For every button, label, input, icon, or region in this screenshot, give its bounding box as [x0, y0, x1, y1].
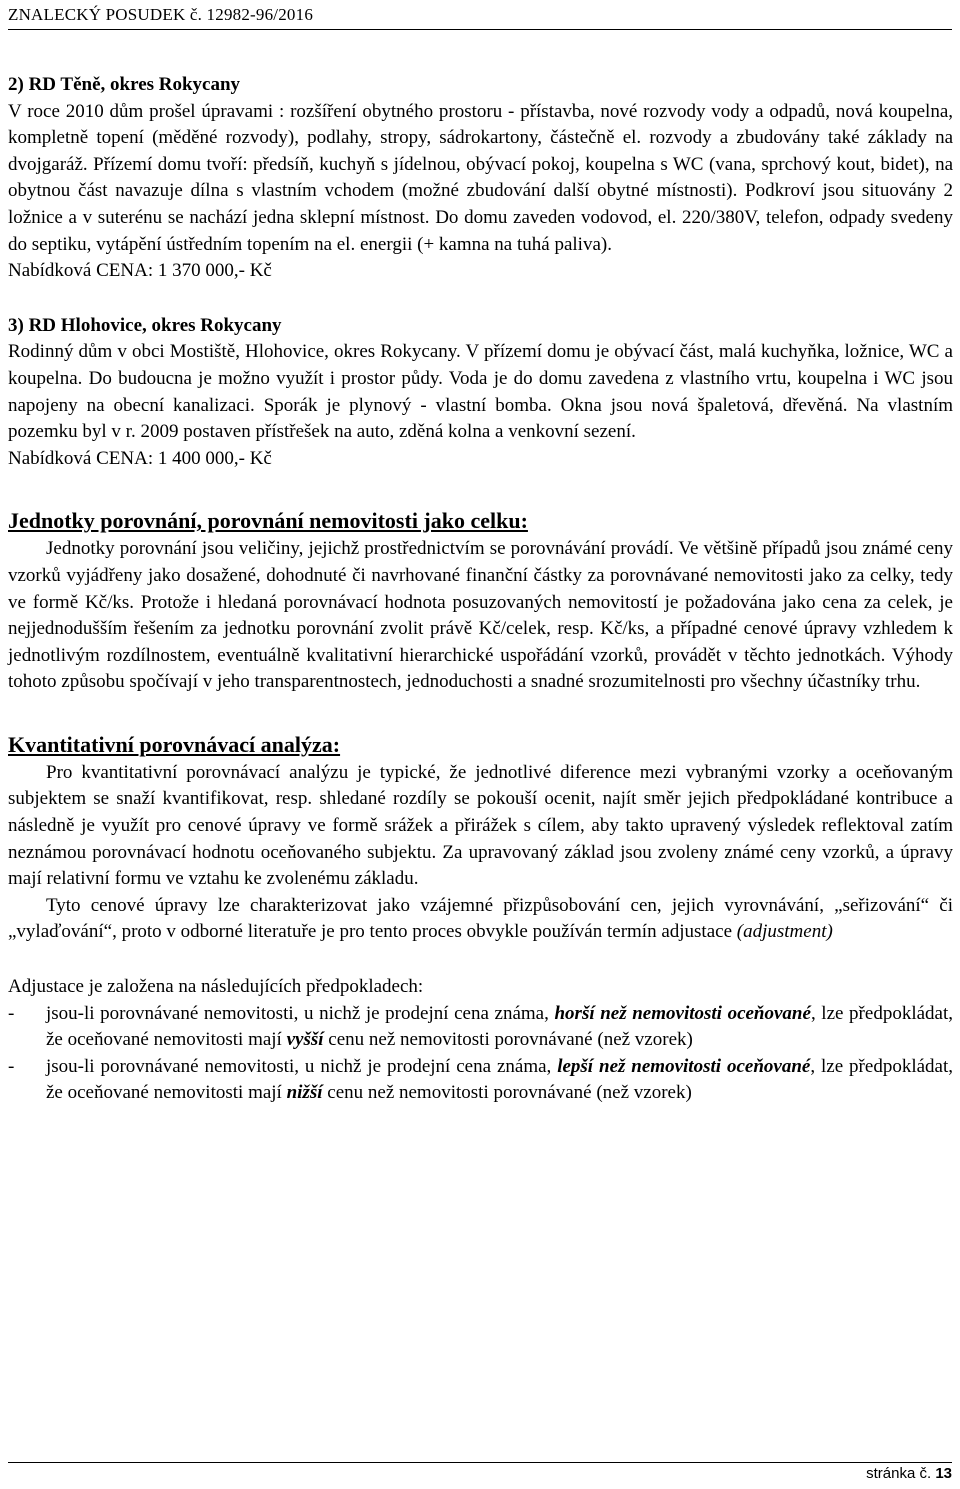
- section-2-title: 2) RD Těně, okres Rokycany: [8, 74, 241, 95]
- item-text: , lze předpokládat, že oceňované nemovitosti mají: [46, 1055, 953, 1104]
- list-item-text: [46, 1001, 953, 1054]
- item-text: jsou-li porovnávané nemovitosti, u nichž je prodejní cena známa,: [46, 1002, 549, 1024]
- quant-paragraph-2-text: Tyto cenové úpravy lze charakterizovat jako vzájemné přizpůsobování cen, jejich vyrovnávání, „seřizování“ či „vylaďování“, proto v odborné literatuře je pro tento proces obvykle používán termín adjustace: [8, 894, 953, 943]
- item-emphasis: lepší než nemovitosti oceňované: [557, 1055, 811, 1077]
- item-emphasis: horší než nemovitosti oceňované: [554, 1002, 811, 1024]
- item-text: cenu než nemovitosti porovnávané (než vzorek): [327, 1082, 692, 1104]
- section-3-body: Rodinný dům v obci Mostiště, Hlohovice, okres Rokycany. V přízemí domu je obývací část, malá kuchyňka, ložnice, WC a koupelna. Do budoucna je možno využít i prostor půdy. Voda je do domu zavedena z vlastního vrtu, koupelna i WC jsou napojeny na obecní kanalizaci. Sporák je plynový - vlastní bomba. Okna jsou nová špaletová, dřevěná. Na vlastním pozemku byl v r. 2009 postaven přístřešek na auto, zděná kolna a venkovní sezení.: [8, 341, 953, 443]
- quant-heading: Kvantitativní porovnávací analýza:: [8, 731, 341, 757]
- document-title: ZNALECKÝ POSUDEK č. 12982-96/2016: [8, 5, 314, 24]
- item-emphasis: nižší: [286, 1082, 323, 1104]
- page-number: 13: [935, 1465, 952, 1482]
- spacer: [8, 696, 953, 730]
- list-item-text: [46, 1054, 953, 1107]
- section-3-title: 3) RD Hlohovice, okres Rokycany: [8, 314, 282, 336]
- page-footer: [8, 1462, 952, 1482]
- quant-paragraph-2: [8, 893, 953, 946]
- spacer: [8, 946, 953, 974]
- section-2-body: V roce 2010 dům prošel úpravami : rozšíření obytného prostoru - přístavba, nové rozvody vody a odpadů, nová koupelna, kompletně topení (měděné rozvody), podlahy, stropy, sádrokartony, částečně el. rozvody a zbudovány také základy na dvojgaráž. Přízemí domu tvoří: předsíň, kuchyň s jídelnou, obývací pokoj, koupelna s WC (vana, sprchový kout, bidet), na obytnou část navazuje dílna s vlastním vchodem (možné zbudování další obytné místnosti). Podkroví jsou situovány 2 ložnice a v suterénu se nachází jedna sklepní místnost. Do domu zaveden vodovod, el. 220/380V, telefon, odpady svedeny do septiku, vytápění ústředním topením na el. energii (+ kamna na tuhá paliva).: [8, 100, 953, 255]
- spacer: [8, 285, 953, 313]
- item-text: jsou-li porovnávané nemovitosti, u nichž je prodejní cena známa,: [46, 1055, 552, 1077]
- units-heading: Jednotky porovnání, porovnání nemovitosti jako celku:: [8, 508, 528, 534]
- units-body: Jednotky porovnání jsou veličiny, jejichž prostřednictvím se porovnávání provádí. Ve většině případů jsou známé ceny vzorků vyjádřeny jako dosažené, dohodnuté či navrhované finanční částky za porovnávané nemovitosti jako za celky, tedy ve formě Kč/ks. Protože i hledaná porovnávací hodnota posuzovaných nemovitostí je požadována jako cena za celek, je nejjednodušším řešením za jednotku porovnání zvolit právě Kč/celek, resp. Kč/ks, a případné cenové úpravy vzhledem k jednotlivým rozdílnostem, eventuálně kvalitativní hierarchické uspořádání vzorků, provádět v těchto jednotkách. Výhody tohoto způsobu spočívají v jeho transparentnostech, jednoduchosti a snadné srozumitelnosti pro všechny účastníky trhu.: [8, 538, 953, 693]
- quant-paragraph-1: Pro kvantitativní porovnávací analýzu je typické, že jednotlivé diference mezi vybranými vzorky a oceňovaným subjektem se snaží kvantifikovat, resp. shledané rozdíly se pokouší ocenit, najít směr jejich předpokládané kontribuce a následně je využít pro cenové úpravy ve formě srážek a přirážek s cílem, aby takto upravený výsledek reflektoval zatím neznámou porovnávací hodnotu oceňovaného subjektu. Za upravovaný základ jsou zvoleny známé ceny vzorků, a úpravy mají relativní formu ve vztahu ke zvolenému základu.: [8, 761, 953, 890]
- page-header: [8, 5, 952, 30]
- section-2-price: Nabídková CENA: 1 370 000,- Kč: [8, 260, 272, 282]
- adjust-intro: Adjustace je založena na následujících předpokladech:: [8, 976, 424, 998]
- dash-bullet: -: [8, 1002, 15, 1024]
- list-item: [8, 1054, 953, 1107]
- section-3-price: Nabídková CENA: 1 400 000,- Kč: [8, 447, 272, 469]
- page-label: stránka č.: [866, 1465, 932, 1482]
- item-emphasis: vyšší: [286, 1029, 324, 1051]
- dash-bullet: -: [8, 1055, 15, 1077]
- adjustment-term: (adjustment): [736, 921, 833, 943]
- item-text: , lze předpokládat, že oceňované nemovitosti mají: [46, 1002, 953, 1051]
- spacer: [8, 472, 953, 506]
- document-body: [8, 72, 953, 1107]
- list-item: [8, 1001, 953, 1054]
- item-text: cenu než nemovitosti porovnávané (než vzorek): [328, 1029, 693, 1051]
